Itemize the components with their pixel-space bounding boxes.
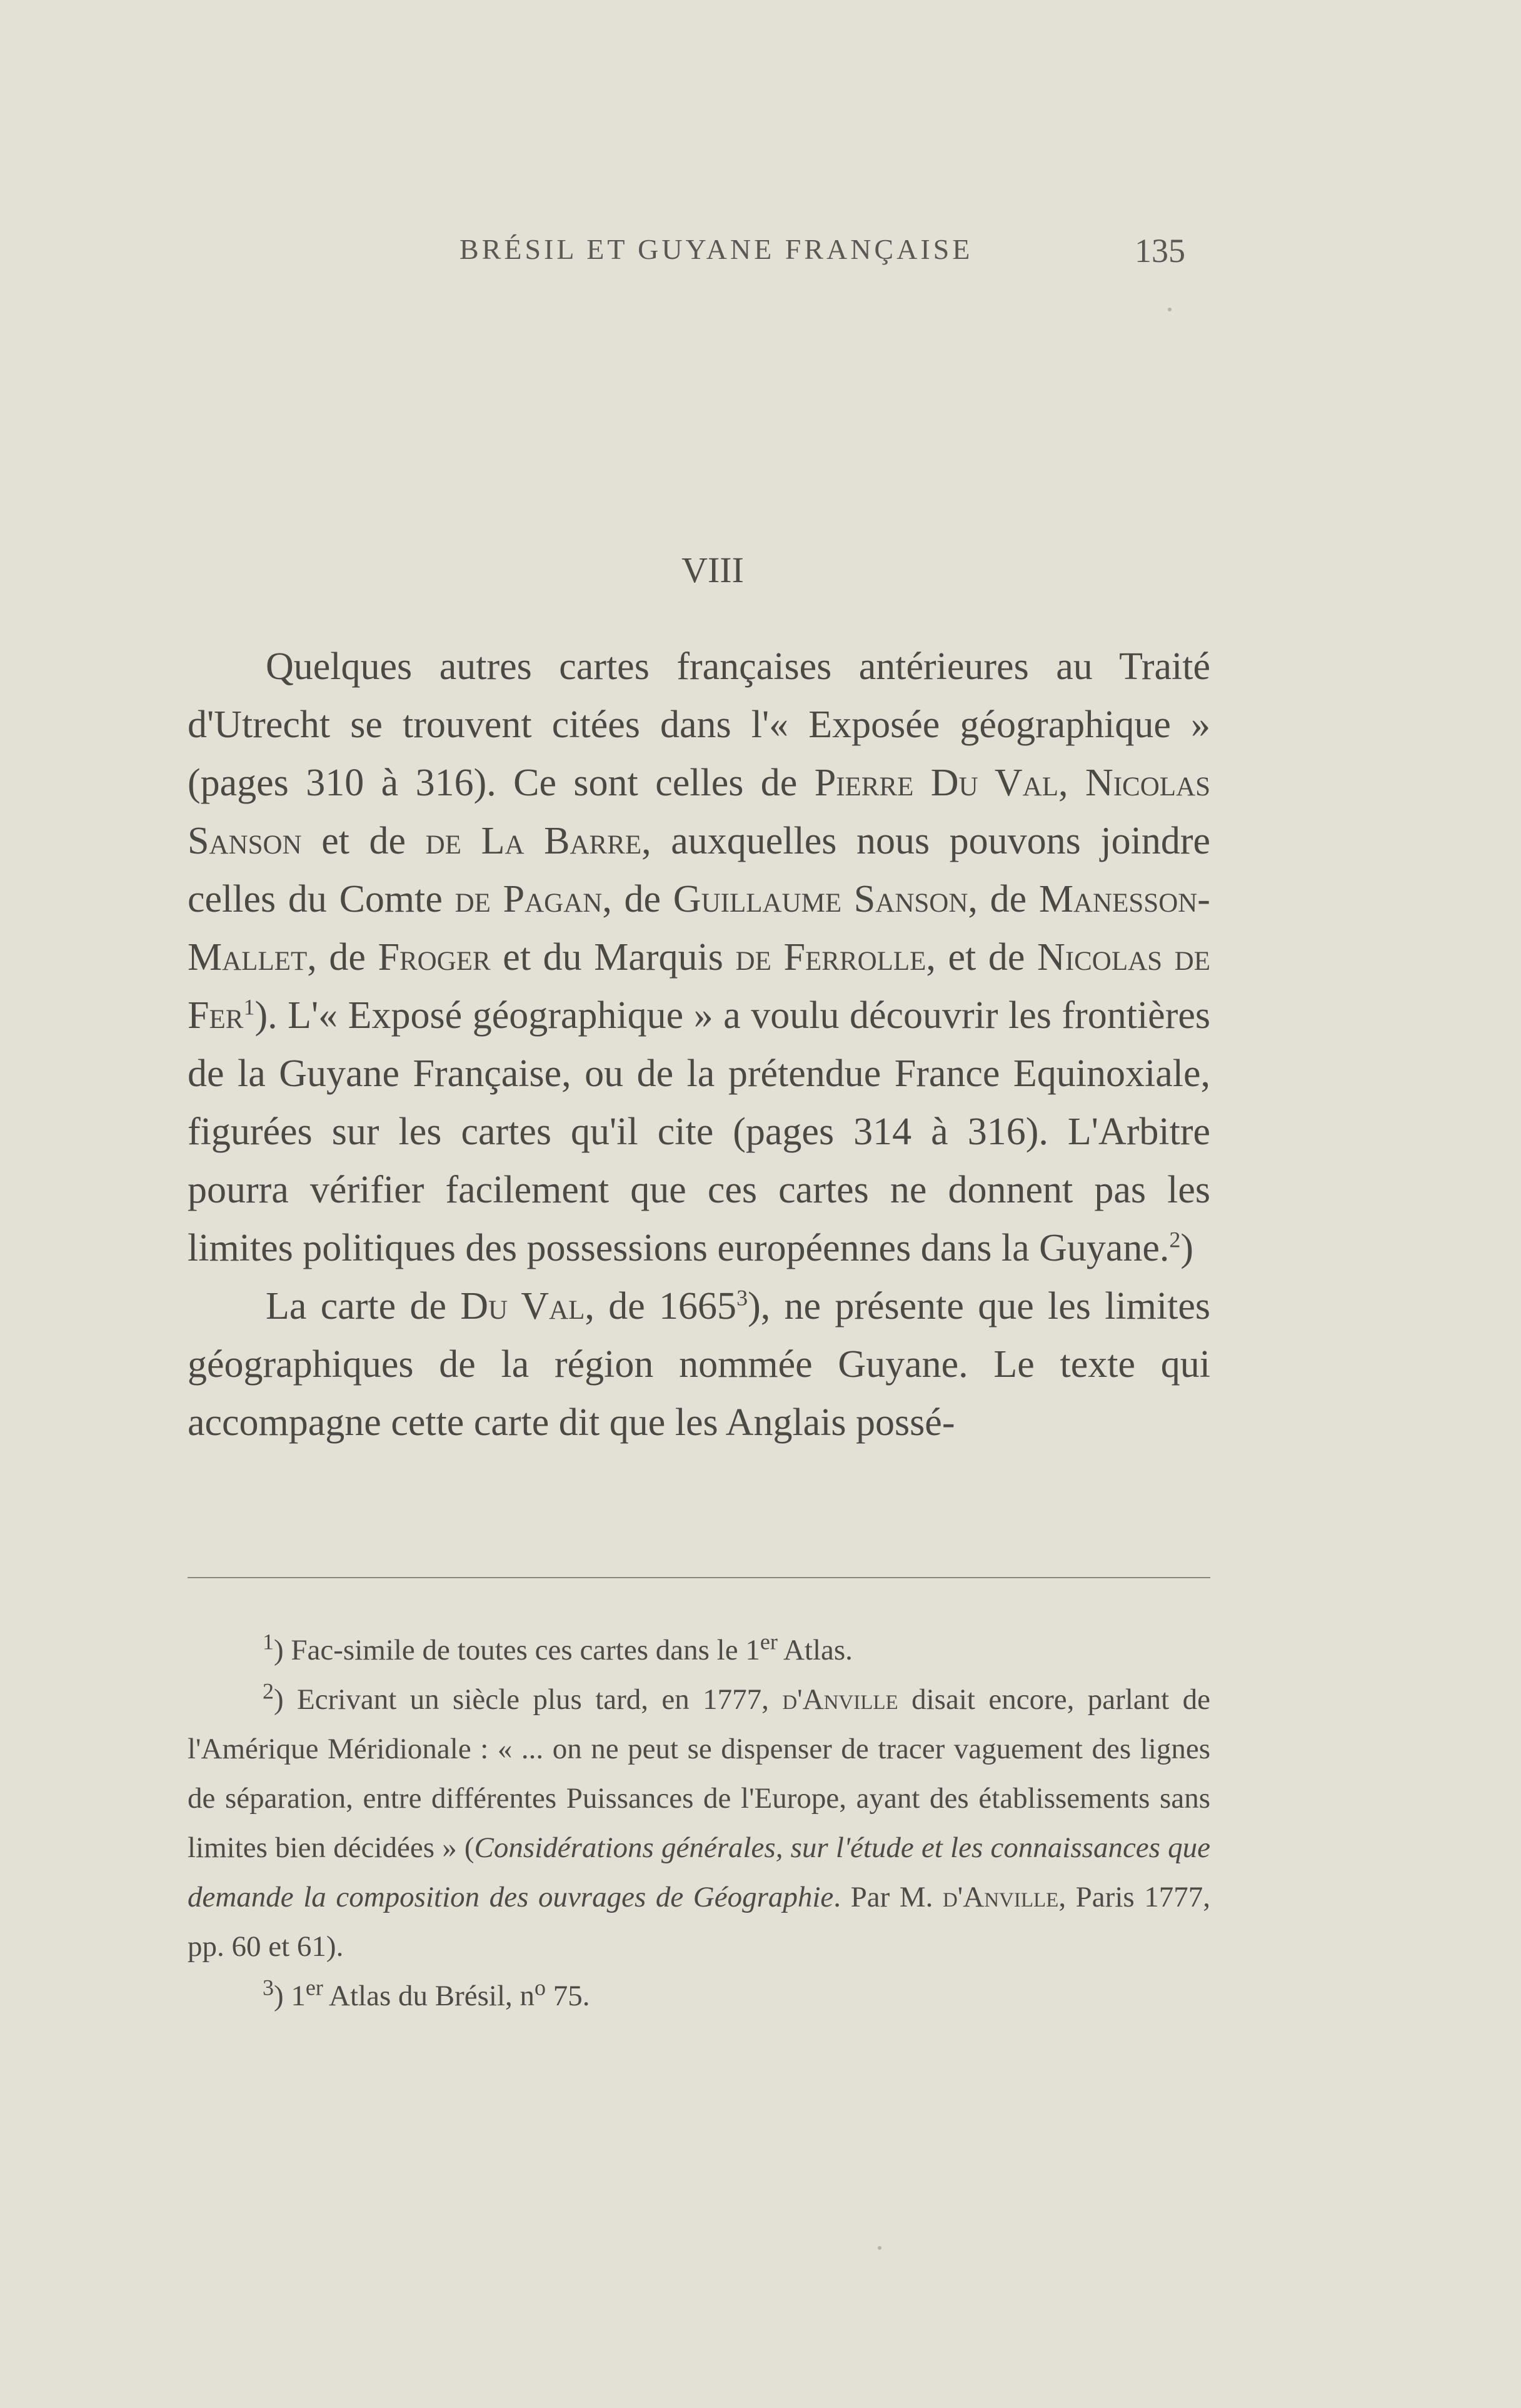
text-run: , de — [602, 878, 673, 920]
footnote-1 — [188, 1626, 1210, 1675]
text-run: Quelques autres cartes françaises antérieures au Traité d'Utrecht se trouvent citées dans l'« Exposée géographique » (pages 310 à 316). Ce sont celles de — [188, 645, 1210, 804]
paper-speck — [878, 2246, 881, 2250]
paragraph-1 — [188, 638, 1210, 1277]
text-run: , de — [307, 936, 378, 979]
person-name: Du Val — [460, 1285, 585, 1327]
text-run: ), ne présente que les limites géographiques de la région nommée Guyane. Le texte qui accompagne cette carte dit que les Anglais possé- — [188, 1285, 1211, 1444]
text-run: La carte de — [266, 1285, 461, 1327]
text-run: et du Marquis — [490, 936, 736, 979]
person-name: Nicolas Sanson — [188, 762, 1210, 862]
footnote-marker: 2 — [263, 1678, 274, 1704]
text-run: ) Fac-simile de toutes ces cartes dans le 1 — [274, 1634, 760, 1666]
person-name: Pierre Du Val — [814, 762, 1059, 804]
superscript: o — [535, 1975, 546, 2000]
footnote-ref: 1 — [243, 994, 255, 1020]
text-run: 75. — [546, 1980, 590, 2012]
footnote-ref: 2 — [1169, 1227, 1181, 1252]
text-run: , et de — [926, 936, 1038, 979]
text-run: Atlas du Brésil, n — [323, 1980, 535, 2012]
footnote-ref: 3 — [736, 1285, 748, 1311]
person-name: Froger — [378, 936, 491, 979]
person-name: d'Anville — [782, 1683, 898, 1716]
text-run: ) 1 — [274, 1980, 306, 2012]
person-name: d'Anville — [942, 1881, 1059, 1913]
text-run: ) Ecrivant un siècle plus tard, en 1777, — [274, 1683, 783, 1716]
text-run: Atlas. — [777, 1634, 853, 1666]
text-run: , auxquelles nous pouvons joindre celles du Comte — [188, 820, 1210, 920]
text-run: , Paris 1777, pp. 60 et 61). — [188, 1881, 1210, 1963]
person-name: Manesson-Mallet — [188, 878, 1210, 979]
person-name: Nicolas de Fer — [188, 936, 1211, 1037]
person-name: Guillaume Sanson — [673, 878, 968, 920]
superscript: er — [305, 1975, 323, 2000]
footnote-2 — [188, 1675, 1210, 1972]
paper-speck — [1168, 308, 1172, 311]
text-run: ) — [1180, 1227, 1194, 1269]
main-text — [188, 638, 1210, 1452]
text-run: . Par M. — [833, 1881, 943, 1913]
running-title: BRÉSIL ET GUYANE FRANÇAISE — [459, 233, 973, 265]
section-title: VIII — [681, 550, 744, 590]
text-run: , de 1665 — [585, 1285, 737, 1327]
footnote-marker: 3 — [263, 1975, 274, 2000]
paragraph-2 — [188, 1277, 1210, 1452]
footnote-divider — [188, 1577, 1210, 1578]
person-name: de Ferrolle — [735, 936, 926, 979]
text-run: ). L'« Exposé géographique » a voulu découvrir les frontières de la Guyane Française, ou de la prétendue France Equinoxiale, figurées sur les cartes qu'il cite (pages 314 à 316). L'Arbitre pourra vérifier facilement que ces cartes ne donnent pas les limites politiques des possessions européennes dans la Guyane. — [188, 994, 1210, 1269]
footnote-3 — [188, 1972, 1210, 2021]
footnote-marker: 1 — [263, 1629, 274, 1655]
footnotes — [188, 1626, 1210, 2021]
superscript: er — [760, 1629, 778, 1655]
text-run: et de — [301, 820, 426, 862]
person-name: de Pagan — [454, 878, 603, 920]
citation-title: Considérations générales, sur l'étude et les connaissances que demande la composition des ouvrages de Géographie — [188, 1831, 1210, 1913]
text-run: , — [1058, 762, 1085, 804]
text-run: disait encore, parlant de l'Amérique Méridionale : « ... on ne peut se dispenser de tracer vaguement des lignes de séparation, entre différentes Puissances de l'Europe, ayant des établissements sans limites bien décidées » ( — [188, 1683, 1210, 1864]
person-name: de La Barre — [425, 820, 642, 862]
text-run: , de — [968, 878, 1039, 920]
page-number: 135 — [1135, 232, 1185, 270]
